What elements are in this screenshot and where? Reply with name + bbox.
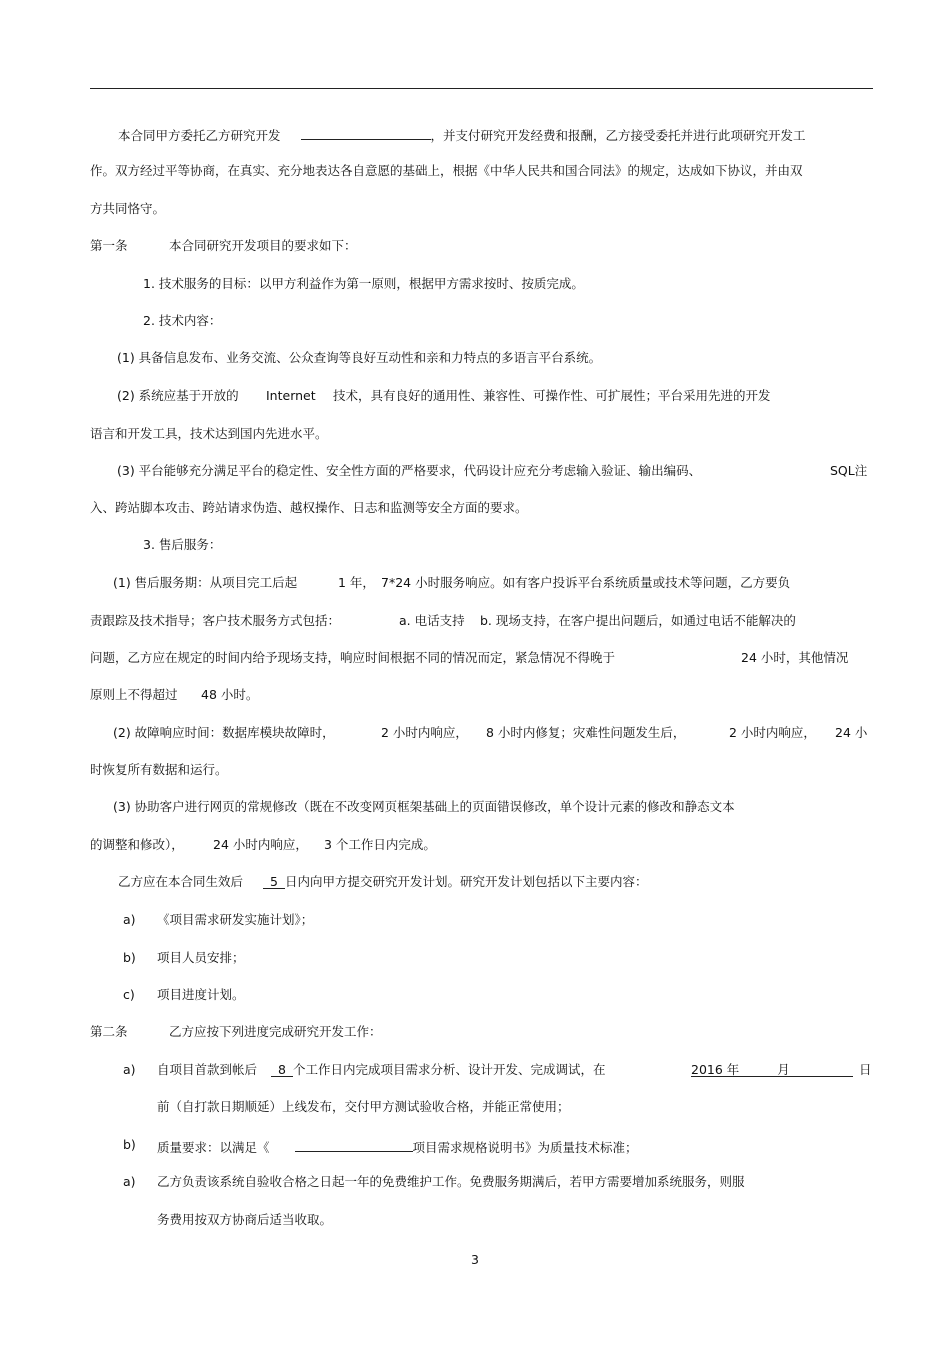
service-2c: 8 小时内修复；灾难性问题发生后， — [486, 725, 686, 740]
work-a-line-2: 前（自打款日期顺延）上线发布，交付甲方测试验收合格，并能正常使用； — [157, 1099, 570, 1114]
service-1i: 原则上不得超过 — [90, 687, 178, 702]
work-b — [157, 1137, 638, 1156]
item-1: 1. 技术服务的目标：以甲方利益作为第一原则，根据甲方需求按时、按质完成。 — [143, 276, 584, 291]
text: ，并支付研究开发经费和报酬，乙方接受委托并进行此项研究开发工 — [430, 128, 806, 143]
date-underline — [691, 1062, 853, 1077]
work-c-label: a) — [123, 1174, 136, 1189]
work-a-label: a) — [123, 1062, 136, 1077]
date-blank — [691, 1062, 853, 1078]
text: 项目需求规格说明书》为质量技术标准； — [412, 1140, 638, 1155]
service-3a: (3) 协助客户进行网页的常规修改（既在不改变网页框架基础上的页面错误修改，单个设计元素的修改和静态文本 — [113, 799, 735, 814]
service-1c: 7*24 小时服务响应。如有客户投诉平台系统质量或技术等问题，乙方要负 — [381, 575, 791, 590]
article-2-label: 第二条 — [90, 1024, 128, 1039]
date-month: 月 — [777, 1062, 790, 1077]
text: 质量要求：以满足《 — [157, 1140, 270, 1155]
work-c-line-2: 务费用按双方协商后适当收取。 — [157, 1212, 333, 1227]
article-2-text: 乙方应按下列进度完成研究开发工作： — [169, 1024, 382, 1039]
list-c-label: c) — [123, 987, 135, 1002]
service-3c: 24 小时内响应， — [213, 837, 308, 852]
text: 本合同甲方委托乙方研究开发 — [118, 128, 281, 143]
article-1-label: 第一条 — [90, 238, 128, 253]
para-1-line-1 — [118, 125, 806, 144]
service-1f: b. 现场支持，在客户提出问题后，如通过电话不能解决的 — [480, 613, 796, 628]
blank-workdays: 8 — [271, 1062, 293, 1077]
service-1j: 48 小时。 — [201, 687, 259, 702]
service-1b: 1 年， — [338, 575, 375, 590]
service-1d: 责跟踪及技术指导；客户技术服务方式包括： — [90, 613, 341, 628]
para-2 — [118, 874, 648, 890]
service-2d: 2 小时内响应， — [729, 725, 816, 740]
tech-3a: (3) 平台能够充分满足平台的稳定性、安全性方面的严格要求，代码设计应充分考虑输入验证、输出编码、 — [117, 463, 702, 478]
work-a-line-1 — [157, 1062, 606, 1078]
service-2e: 24 小 — [835, 725, 868, 740]
item-2: 2. 技术内容： — [143, 313, 222, 328]
work-c-line-1: 乙方负责该系统自验收合格之日起一年的免费维护工作。免费服务期满后，若甲方需要增加系统服务，则服 — [157, 1174, 745, 1189]
service-1a: (1) 售后服务期：从项目完工后起 — [113, 575, 298, 590]
tech-2c: 技术，具有良好的通用性、兼容性、可操作性、可扩展性；平台采用先进的开发 — [333, 388, 771, 403]
list-c: 项目进度计划。 — [157, 987, 245, 1002]
text: 自项目首款到帐后 — [157, 1062, 258, 1077]
service-2b: 2 小时内响应， — [381, 725, 468, 740]
tech-1: (1) 具备信息发布、业务交流、公众查询等良好互动性和亲和力特点的多语言平台系统。 — [117, 350, 602, 365]
service-2a: (2) 故障响应时间：数据库模块故障时， — [113, 725, 335, 740]
tech-3c: 入、跨站脚本攻击、跨站请求伪造、越权操作、日志和监测等安全方面的要求。 — [90, 500, 528, 515]
item-3: 3. 售后服务： — [143, 537, 222, 552]
list-b: 项目人员安排； — [157, 950, 245, 965]
article-1-text: 本合同研究开发项目的要求如下： — [169, 238, 357, 253]
tech-2a: (2) 系统应基于开放的 — [117, 388, 239, 403]
text: 乙方应在本合同生效后 — [118, 874, 244, 889]
date-day: 日 — [859, 1062, 872, 1077]
blank-days: 5 — [263, 874, 285, 889]
para-1-line-2: 作。双方经过平等协商，在真实、充分地表达各自意愿的基础上，根据《中华人民共和国合同法》的规定，达成如下协议，并由双 — [90, 163, 803, 178]
date-year: 2016 年 — [691, 1062, 740, 1077]
service-1g: 问题，乙方应在规定的时间内给予现场支持，响应时间根据不同的情况而定，紧急情况不得晚于 — [90, 650, 616, 665]
service-2f: 时恢复所有数据和运行。 — [90, 762, 228, 777]
service-1e: a. 电话支持 — [399, 613, 465, 628]
para-1-line-3: 方共同恪守。 — [90, 201, 166, 216]
list-a: 《项目需求研发实施计划》； — [157, 912, 314, 927]
service-3d: 3 个工作日内完成。 — [324, 837, 436, 852]
tech-3b: SQL注 — [830, 463, 868, 478]
blank-project-name — [301, 125, 431, 140]
list-b-label: b) — [123, 950, 136, 965]
tech-2d: 语言和开发工具，技术达到国内先进水平。 — [90, 426, 328, 441]
service-3b: 的调整和修改）， — [90, 837, 184, 852]
tech-2b: Internet — [266, 388, 316, 403]
header-rule — [90, 88, 873, 89]
list-a-label: a) — [123, 912, 136, 927]
blank-spec-name — [295, 1137, 413, 1152]
service-1h: 24 小时，其他情况 — [741, 650, 849, 665]
work-b-label: b) — [123, 1137, 136, 1152]
page-number: 3 — [471, 1252, 479, 1267]
text: 个工作日内完成项目需求分析、设计开发、完成调试，在 — [293, 1062, 606, 1077]
text: 日内向甲方提交研究开发计划。研究开发计划包括以下主要内容： — [285, 874, 648, 889]
